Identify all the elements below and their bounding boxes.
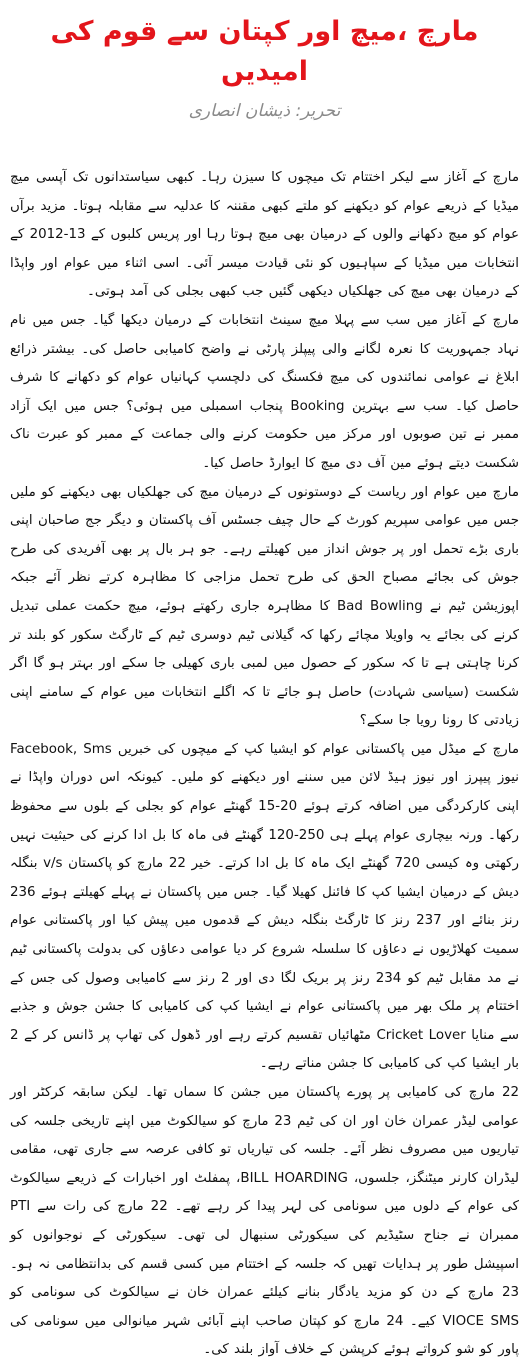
article-headline: مارچ ،میچ اور کپتان سے قوم کی امیدیں [50, 16, 479, 87]
article-body [10, 164, 519, 1365]
paragraph-5: 22 مارچ کی کامیابی پر پورے پاکستان میں جشن کا سماں تھا۔ لیکن سابقہ کرکٹر اور عوامی لیڈر عمران خان اور ان کی ٹیم 23 مارچ کو سیالکوٹ میں اپنے تاریخی جلسہ کی تیاریوں میں مصروف نظر آئے۔ جلسہ کی تیاریاں تو کافی عرصہ سے جاری تھی، مقامی لیڈران کارنر میٹنگز، جلسوں، BILL HOARDING، پمفلٹ اور اخبارات کے ذریعے سیالکوٹ کی عوام کے دلوں میں سونامی کی لہر پیدا کر رہے تھے۔ 22 مارچ کی رات سے PTI ممبران نے جناح سٹیڈیم کی سیکورٹی سنبھال لی تھی۔ سیکورٹی کے نوجوانوں کو اسپیشل طور پر ہدایات تھیں کہ جلسہ کے اختتام میں کسی قسم کی بدانتظامی نہ ہو۔ 23 مارچ کے دن کو مزید یادگار بنانے کیلئے عمران خان نے سیالکوٹ کی سونامی کو VIOCE SMS کیے۔ 24 مارچ کو کپتان صاحب اپنے آبائی شہر میانوالی میں سونامی کی پاور کو شو کرواتے ہوئے کرپشن کے خلاف آواز بلند کی۔ [10, 1085, 519, 1358]
paragraph-4: مارچ کے میڈل میں پاکستانی عوام کو ایشیا کپ کے میچوں کی خبریں Facebook, Sms نیوز پیپرز اور نیوز ہیڈ لائن میں سننے اور دیکھنے کو ملیں۔ کیونکہ اس دوران واپڈا نے اپنی کارکردگی میں اضافہ کرتے ہوئے 20-15 گھنٹے عوام کو بجلی کے بلوں سے محفوظ رکھا۔ ورنہ بیچاری عوام پہلے ہی 250-120 گھنٹے فی ماہ کا بل ادا کرنے کی حیثیت نہیں رکھتی وہ کیسی 720 گھنٹے ایک ماہ کا بل ادا کرتے۔ خیر 22 مارچ کو پاکستان v/s بنگلہ دیش کے درمیان ایشیا کپ کا فائنل کھیلا گیا۔ جس میں پاکستان نے پہلے کھیلتے ہوئے 236 رنز بنائے اور 237 رنز کا ٹارگٹ بنگلہ دیش کے قدموں میں پیش کیا اور پاکستانی عوام سمیت کھلاڑیوں نے دعاؤں کا سلسلہ شروع کر دیا عوامی دعاؤں کی بدولت پاکستانی ٹیم نے مد مقابل ٹیم کو 234 رنز پر بریک لگا دی اور 2 رنز سے کامیابی وصول کی جس کے اختتام پر ملک بھر میں پاکستانی عوام نے ایشیا کپ کی کامیابی کا جشن جوش و جذبے سے منایا Cricket Lover مٹھائیاں تقسیم کرتے رہے اور ڈھول کی تھاپ پر ڈانس کر کے 2 بار ایشیا کپ کی کامیابی کا جشن مناتے رہے۔ [10, 741, 520, 1072]
paragraph-1: مارچ کے آغاز سے لیکر اختتام تک میچوں کا سیزن رہا۔ کبھی سیاستدانوں تک آپسی میچ میڈیا کے ذریعے عوام کو دیکھنے کو ملتے کبھی مقننہ کا عدلیہ سے مقابلہ ہوتا۔ مزید برآں عوام کو میچ دکھانے والوں کے درمیان بھی میچ ہوتا رہا اور پریس کلبوں کے 13-2012 کے انتخابات میں میڈیا کے سپاہیوں کو نئی قیادت میسر آئی۔ اسی اثناء میں عوام اور واپڈا کے درمیان بھی میچ کی جھلکیاں دیکھی گئیں جب کبھی بجلی کی آمد ہوتی۔ [10, 170, 519, 300]
paragraph-2: مارچ کے آغاز میں سب سے پہلا میچ سینٹ انتخابات کے درمیان دیکھا گیا۔ جس میں نام نہاد جمہوریت کا نعرہ لگانے والی پیپلز پارٹی نے واضح کامیابی حاصل کی۔ بیشتر ذرائع ابلاغ نے عوامی نمائندوں کی میچ فکسنگ کی دلچسپ کہانیاں عوام کو دکھانے کا شرف حاصل کیا۔ سب سے بہترین Booking پنجاب اسمبلی میں ہوئی؟ جس میں ایک آزاد ممبر نے تین صوبوں اور مرکز میں حکومت کرنے والی جماعت کے ممبر کو عبرت ناک شکست دیتے ہوئے مین آف دی میچ کا ایوارڈ حاصل کیا۔ [10, 312, 519, 471]
article-byline: تحریر: ذیشان انصاری [188, 101, 341, 121]
paragraph-3: مارچ میں عوام اور ریاست کے دوستونوں کے درمیان میچ کی جھلکیاں بھی دیکھنے کو ملیں جس میں عوامی سپریم کورٹ کے حال چیف جسٹس آف پاکستان و دیگر جج صاحبان اپنی باری بڑے تحمل اور پر جوش انداز میں کھیلتے رہے۔ جو ہر بال پر بھی آفریدی کی طرح جوش کی بجائے مصباح الحق کی طرح تحمل مزاجی کا مظاہرہ کرتے نظر آئے جبکہ اپوزیشن ٹیم نے Bad Bowling کا مظاہرہ جاری رکھتے ہوئے، میچ حکمت عملی تبدیل کرنے کی بجائے یہ واویلا مچائے رکھا کہ گیلانی ٹیم دوسری ٹیم کے ٹارگٹ سکور کو بلند تر کرنا چاہتی ہے تا کہ سکور کے حصول میں لمبی باری کھیلی جا سکے اور بہتر ہو گا اگر شکست (سیاسی شہادت) حاصل ہو جائے تا کہ اگلے انتخابات میں عوام کے سامنے اپنی زیادتی کا رونا رویا جا سکے؟ [10, 484, 519, 729]
